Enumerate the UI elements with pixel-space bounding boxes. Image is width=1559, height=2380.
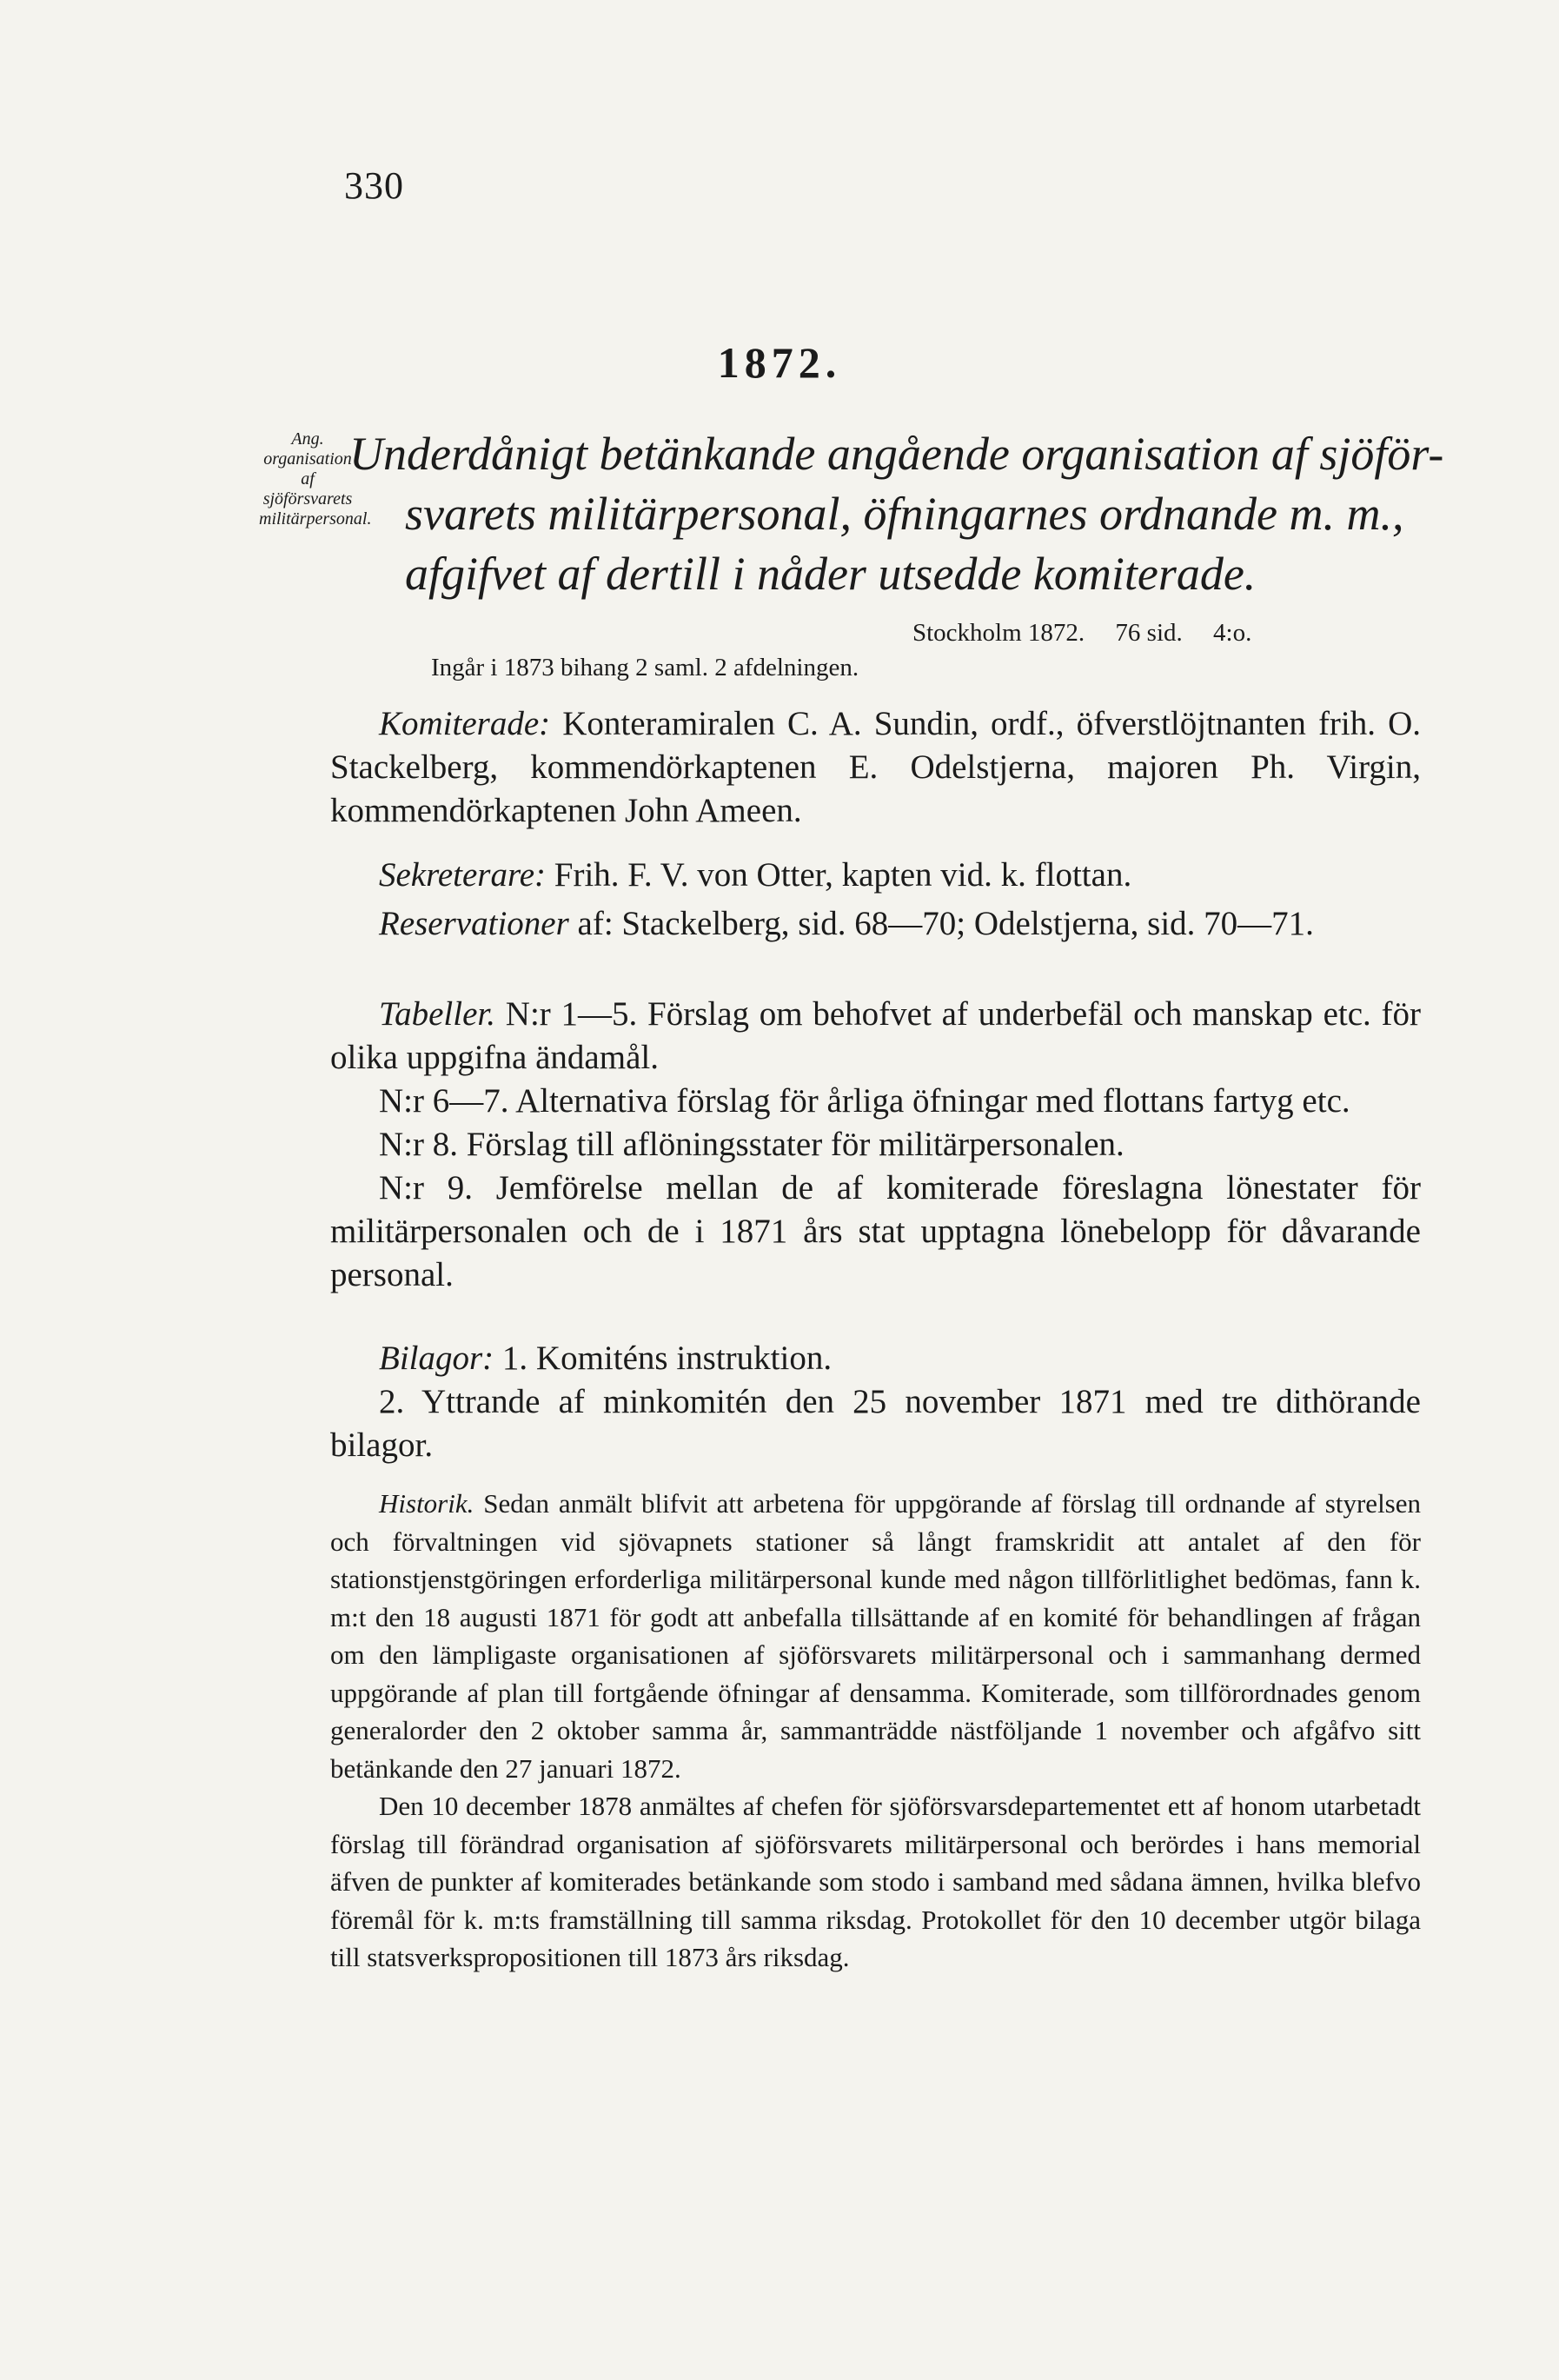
historik-paragraph-2: Den 10 december 1878 anmältes af chefen för sjöförsvarsdepartementet ett af honom utarbetadt förslag till förändrad organisation af sjöförsvarets militärpersonal och berördes i hans memorial äfven de punkter af komiterades betänkande som stodo i samband med sådana ämnen, hvilka blefvo föremål för k. m:ts framställning till samma riksdag. Protokollet för den 10 december utgör bilaga till statsverkspropositionen till 1873 års riksdag. — [330, 1791, 1421, 1972]
sekreterare-text: Frih. F. V. von Otter, kapten vid. k. flottan. — [554, 856, 1132, 894]
reservationer-paragraph — [330, 902, 1421, 946]
bilagor-item-2: 2. Yttrande af minkomitén den 25 november 1871 med tre dithörande bilagor. — [330, 1383, 1421, 1464]
document-title — [349, 424, 1444, 604]
margin-note: Ang. organisation af sjöförsvarets militärpersonal. — [259, 429, 372, 529]
publication-pages: 76 sid. — [1115, 619, 1183, 647]
tabeller-item-4: N:r 9. Jemförelse mellan de af komiterade föreslagna lönestater för militärpersonalen och de i 1871 års stat upptagna lönebelopp för dåvarande personal. — [330, 1169, 1421, 1293]
year-heading: 1872. — [717, 338, 842, 387]
historik-paragraph-1-text: Sedan anmält blifvit att arbetena för uppgörande af förslag till ordnande af styrelsen och förvaltningen vid sjövapnets stationer så långt framskridit att antalet af den för stationstjenstgöringen erforderliga militärpersonal kunde med någon tillförlitlighet bedömas, fann k. m:t den 18 augusti 1871 för godt att anbefalla tillsättande af en komité för behandlingen af frågan om den lämpligaste organisationen af sjöförsvarets militärpersonal och i sammanhang dermed uppgörande af plan till fortgående öfningar af densamma. Komiterade, som tillförordnades genom generalorder den 2 oktober samma år, sammanträdde nästföljande 1 november och afgåfvo sitt betänkande den 27 januari 1872. — [330, 1488, 1422, 1784]
sekreterare-section — [330, 854, 1421, 897]
reservationer-label: Reservationer — [379, 905, 569, 942]
publication-format: 4:o. — [1213, 619, 1252, 647]
title-line-3: afgifvet af dertill i nåder utsedde komiterade. — [405, 548, 1257, 600]
historik-section — [330, 1485, 1421, 1977]
sekreterare-label: Sekreterare: — [379, 856, 547, 894]
reservationer-text: af: Stackelberg, sid. 68—70; Odelstjerna, sid. 70—71. — [577, 905, 1314, 942]
bilagor-item-1 — [330, 1337, 1421, 1380]
tabeller-item-3: N:r 8. Förslag till aflöningsstater för militärpersonalen. — [379, 1126, 1124, 1163]
komiterade-paragraph — [330, 702, 1421, 833]
komiterade-section — [330, 702, 1421, 833]
tabeller-label: Tabeller. — [379, 995, 496, 1033]
title-line-1: Underdånigt betänkande angående organisation af sjöför- — [349, 428, 1444, 480]
komiterade-text: Konteramiralen C. A. Sundin, ordf., öfverstlöjtnanten frih. O. Stackelberg, kommendörkaptenen E. Odelstjerna, majoren Ph. Virgin, kommendörkaptenen John Ameen. — [330, 705, 1421, 829]
title-line-2: svarets militärpersonal, öfningarnes ordnande m. m., — [405, 488, 1404, 540]
historik-label: Historik. — [379, 1488, 474, 1519]
tabeller-item-1-text: N:r 1—5. Förslag om behofvet af underbefäl och manskap etc. för olika uppgifna ändamål. — [330, 995, 1422, 1076]
page-number: 330 — [344, 164, 404, 207]
tabeller-item-1 — [330, 993, 1421, 1080]
komiterade-label: Komiterade: — [379, 705, 551, 742]
bilagor-label: Bilagor: — [379, 1340, 494, 1377]
reservationer-section — [330, 902, 1421, 946]
included-in-note: Ingår i 1873 bihang 2 saml. 2 afdelningen. — [431, 654, 859, 681]
sekreterare-paragraph — [330, 854, 1421, 897]
tabeller-section — [330, 993, 1421, 1297]
bilagor-item-1-text: 1. Komiténs instruktion. — [501, 1340, 833, 1377]
publication-info — [912, 619, 1276, 648]
tabeller-item-2: N:r 6—7. Alternativa förslag för årliga öfningar med flottans fartyg etc. — [379, 1082, 1350, 1120]
historik-paragraph-1 — [330, 1485, 1421, 1787]
publication-place-year: Stockholm 1872. — [912, 619, 1085, 647]
bilagor-section — [330, 1337, 1421, 1467]
